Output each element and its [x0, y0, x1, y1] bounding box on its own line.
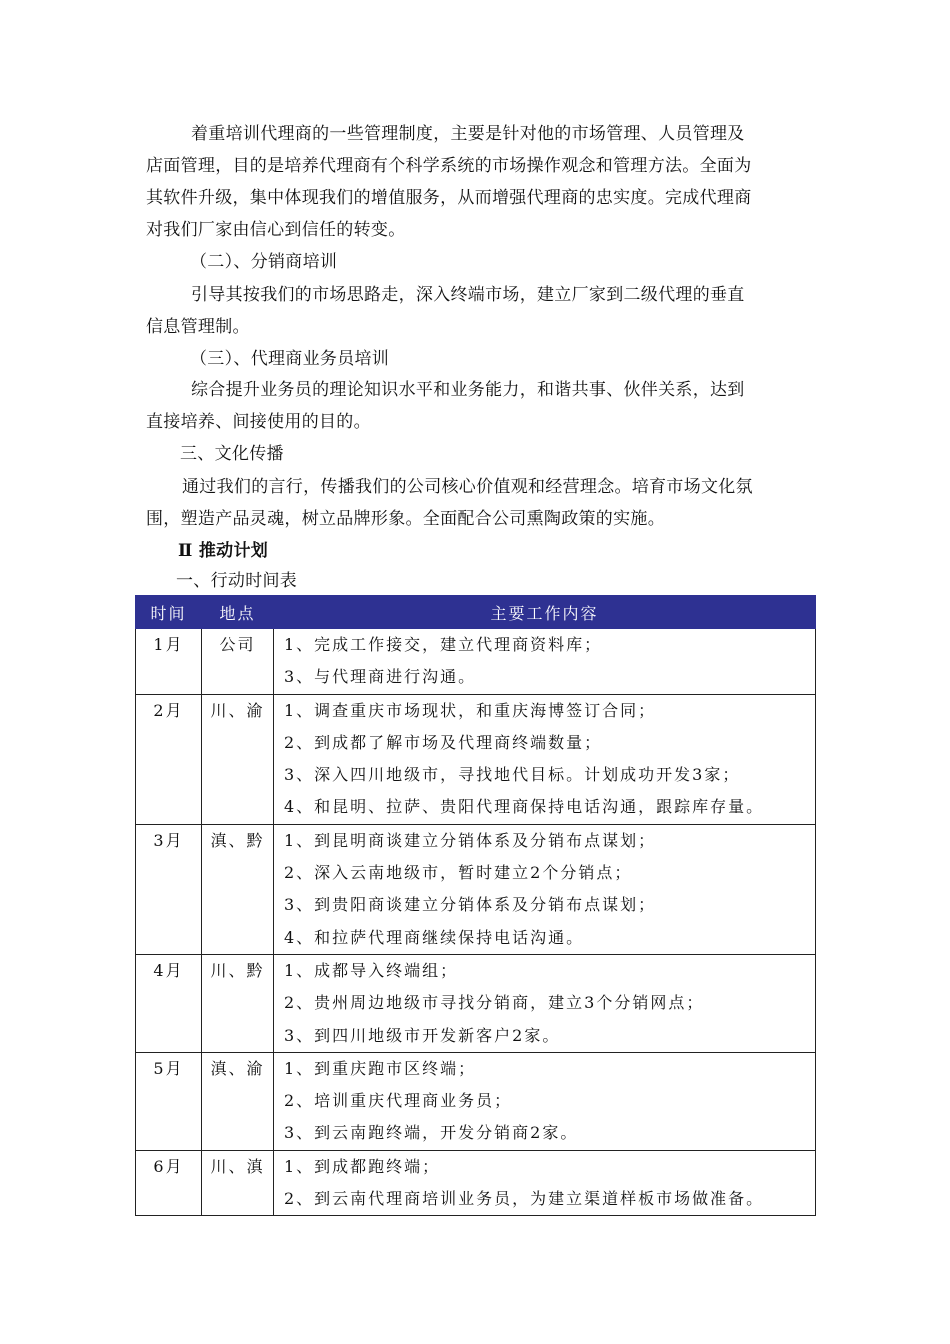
task-item: 4、和昆明、拉萨、贵阳代理商保持电话沟通，跟踪库存量。 — [284, 797, 765, 817]
month-label: 1月 — [153, 635, 184, 654]
tasks-cell — [274, 629, 816, 695]
section-3-paragraph-cont — [146, 406, 811, 438]
task-item: 2、深入云南地级市，暂时建立2个分销点； — [284, 863, 633, 883]
action-schedule-table — [135, 595, 816, 1216]
plan-subheading: 一、行动时间表 — [176, 571, 298, 591]
section-3-line: 综合提升业务员的理论知识水平和业务能力，和谐共事、伙伴关系，达到 — [191, 380, 745, 400]
place-label: 滇、渝 — [210, 1058, 265, 1078]
place-cell — [202, 629, 274, 695]
section-3-paragraph — [146, 374, 811, 406]
task-item: 1、到昆明商谈建立分销体系及分销布点谋划； — [284, 830, 657, 850]
tasks-cell — [274, 1052, 816, 1150]
culture-paragraph — [146, 471, 811, 503]
month-cell — [136, 629, 202, 695]
culture-paragraph-cont — [146, 503, 811, 535]
place-cell — [202, 954, 274, 1052]
culture-line: 围，塑造产品灵魂，树立品牌形象。全面配合公司熏陶政策的实施。 — [146, 509, 665, 529]
intro-line: 店面管理，目的是培养代理商有个科学系统的市场操作观念和管理方法。全面为 — [146, 156, 752, 176]
culture-heading: 三、文化传播 — [180, 444, 284, 464]
table-row — [136, 694, 816, 824]
table-row — [136, 824, 816, 954]
task-item: 2、到成都了解市场及代理商终端数量； — [284, 732, 603, 752]
task-item: 2、贵州周边地级市寻找分销商，建立3个分销网点； — [284, 993, 705, 1013]
place-label: 川、渝 — [210, 700, 265, 720]
place-label: 川、滇 — [210, 1156, 265, 1176]
place-label: 公司 — [219, 635, 256, 654]
task-item: 3、到云南跑终端，开发分销商2家。 — [284, 1123, 579, 1143]
task-item: 2、培训重庆代理商业务员； — [284, 1091, 513, 1111]
tasks-cell — [274, 1150, 816, 1216]
task-item: 1、成都导入终端组； — [284, 960, 459, 980]
month-label: 4月 — [153, 960, 184, 980]
task-item: 1、到重庆跑市区终端； — [284, 1058, 477, 1078]
intro-paragraph — [146, 118, 811, 150]
month-cell — [136, 1150, 202, 1216]
tasks-cell — [274, 824, 816, 954]
month-label: 2月 — [153, 700, 184, 720]
intro-line: 其软件升级，集中体现我们的增值服务，从而增强代理商的忠实度。完成代理商 — [146, 188, 752, 208]
task-item: 3、到贵阳商谈建立分销体系及分销布点谋划； — [284, 895, 657, 915]
month-cell — [136, 824, 202, 954]
culture-line: 通过我们的言行，传播我们的公司核心价值观和经营理念。培育市场文化氛 — [182, 477, 753, 497]
plan-heading: Ⅱ 推动计划 — [178, 541, 269, 561]
place-cell — [202, 1052, 274, 1150]
month-cell — [136, 954, 202, 1052]
section-3-line: 直接培养、间接使用的目的。 — [146, 412, 371, 432]
section-2-line: 信息管理制。 — [146, 317, 250, 337]
task-item: 1、完成工作接交，建立代理商资料库； — [284, 635, 603, 654]
task-item: 1、调查重庆市场现状，和重庆海博签订合同； — [284, 700, 657, 720]
month-label: 3月 — [153, 830, 184, 850]
task-item: 3、与代理商进行沟通。 — [284, 667, 477, 687]
section-2-line: 引导其按我们的市场思路走，深入终端市场，建立厂家到二级代理的垂直 — [191, 285, 745, 305]
table-row — [136, 954, 816, 1052]
task-item: 3、深入四川地级市，寻找地代目标。计划成功开发3家； — [284, 765, 741, 785]
task-item: 3、到四川地级市开发新客户2家。 — [284, 1025, 561, 1045]
place-cell — [202, 694, 274, 824]
header-place: 地点 — [202, 596, 274, 629]
place-cell — [202, 824, 274, 954]
table-row — [136, 1150, 816, 1216]
table-row — [136, 629, 816, 695]
task-item: 4、和拉萨代理商继续保持电话沟通。 — [284, 927, 585, 947]
task-item: 2、到云南代理商培训业务员，为建立渠道样板市场做准备。 — [284, 1189, 765, 1209]
table-row — [136, 1052, 816, 1150]
header-content: 主要工作内容 — [274, 596, 816, 629]
month-label: 5月 — [153, 1058, 184, 1078]
header-time: 时间 — [136, 596, 202, 629]
table-header-row — [136, 596, 816, 629]
section-3-heading: （三）、代理商业务员培训 — [190, 349, 390, 369]
place-label: 滇、黔 — [210, 830, 265, 850]
section-2-paragraph-cont — [146, 311, 811, 343]
intro-paragraph-cont — [146, 150, 811, 246]
section-2-paragraph — [146, 279, 811, 311]
month-cell — [136, 1052, 202, 1150]
section-2-heading: （二）、分销商培训 — [190, 252, 338, 272]
task-item: 1、到成都跑终端； — [284, 1156, 441, 1176]
place-cell — [202, 1150, 274, 1216]
place-label: 川、黔 — [210, 960, 265, 980]
month-label: 6月 — [153, 1156, 184, 1176]
tasks-cell — [274, 954, 816, 1052]
intro-line: 对我们厂家由信心到信任的转变。 — [146, 220, 406, 240]
intro-line: 着重培训代理商的一些管理制度，主要是针对他的市场管理、人员管理及 — [191, 124, 745, 144]
tasks-cell — [274, 694, 816, 824]
month-cell — [136, 694, 202, 824]
